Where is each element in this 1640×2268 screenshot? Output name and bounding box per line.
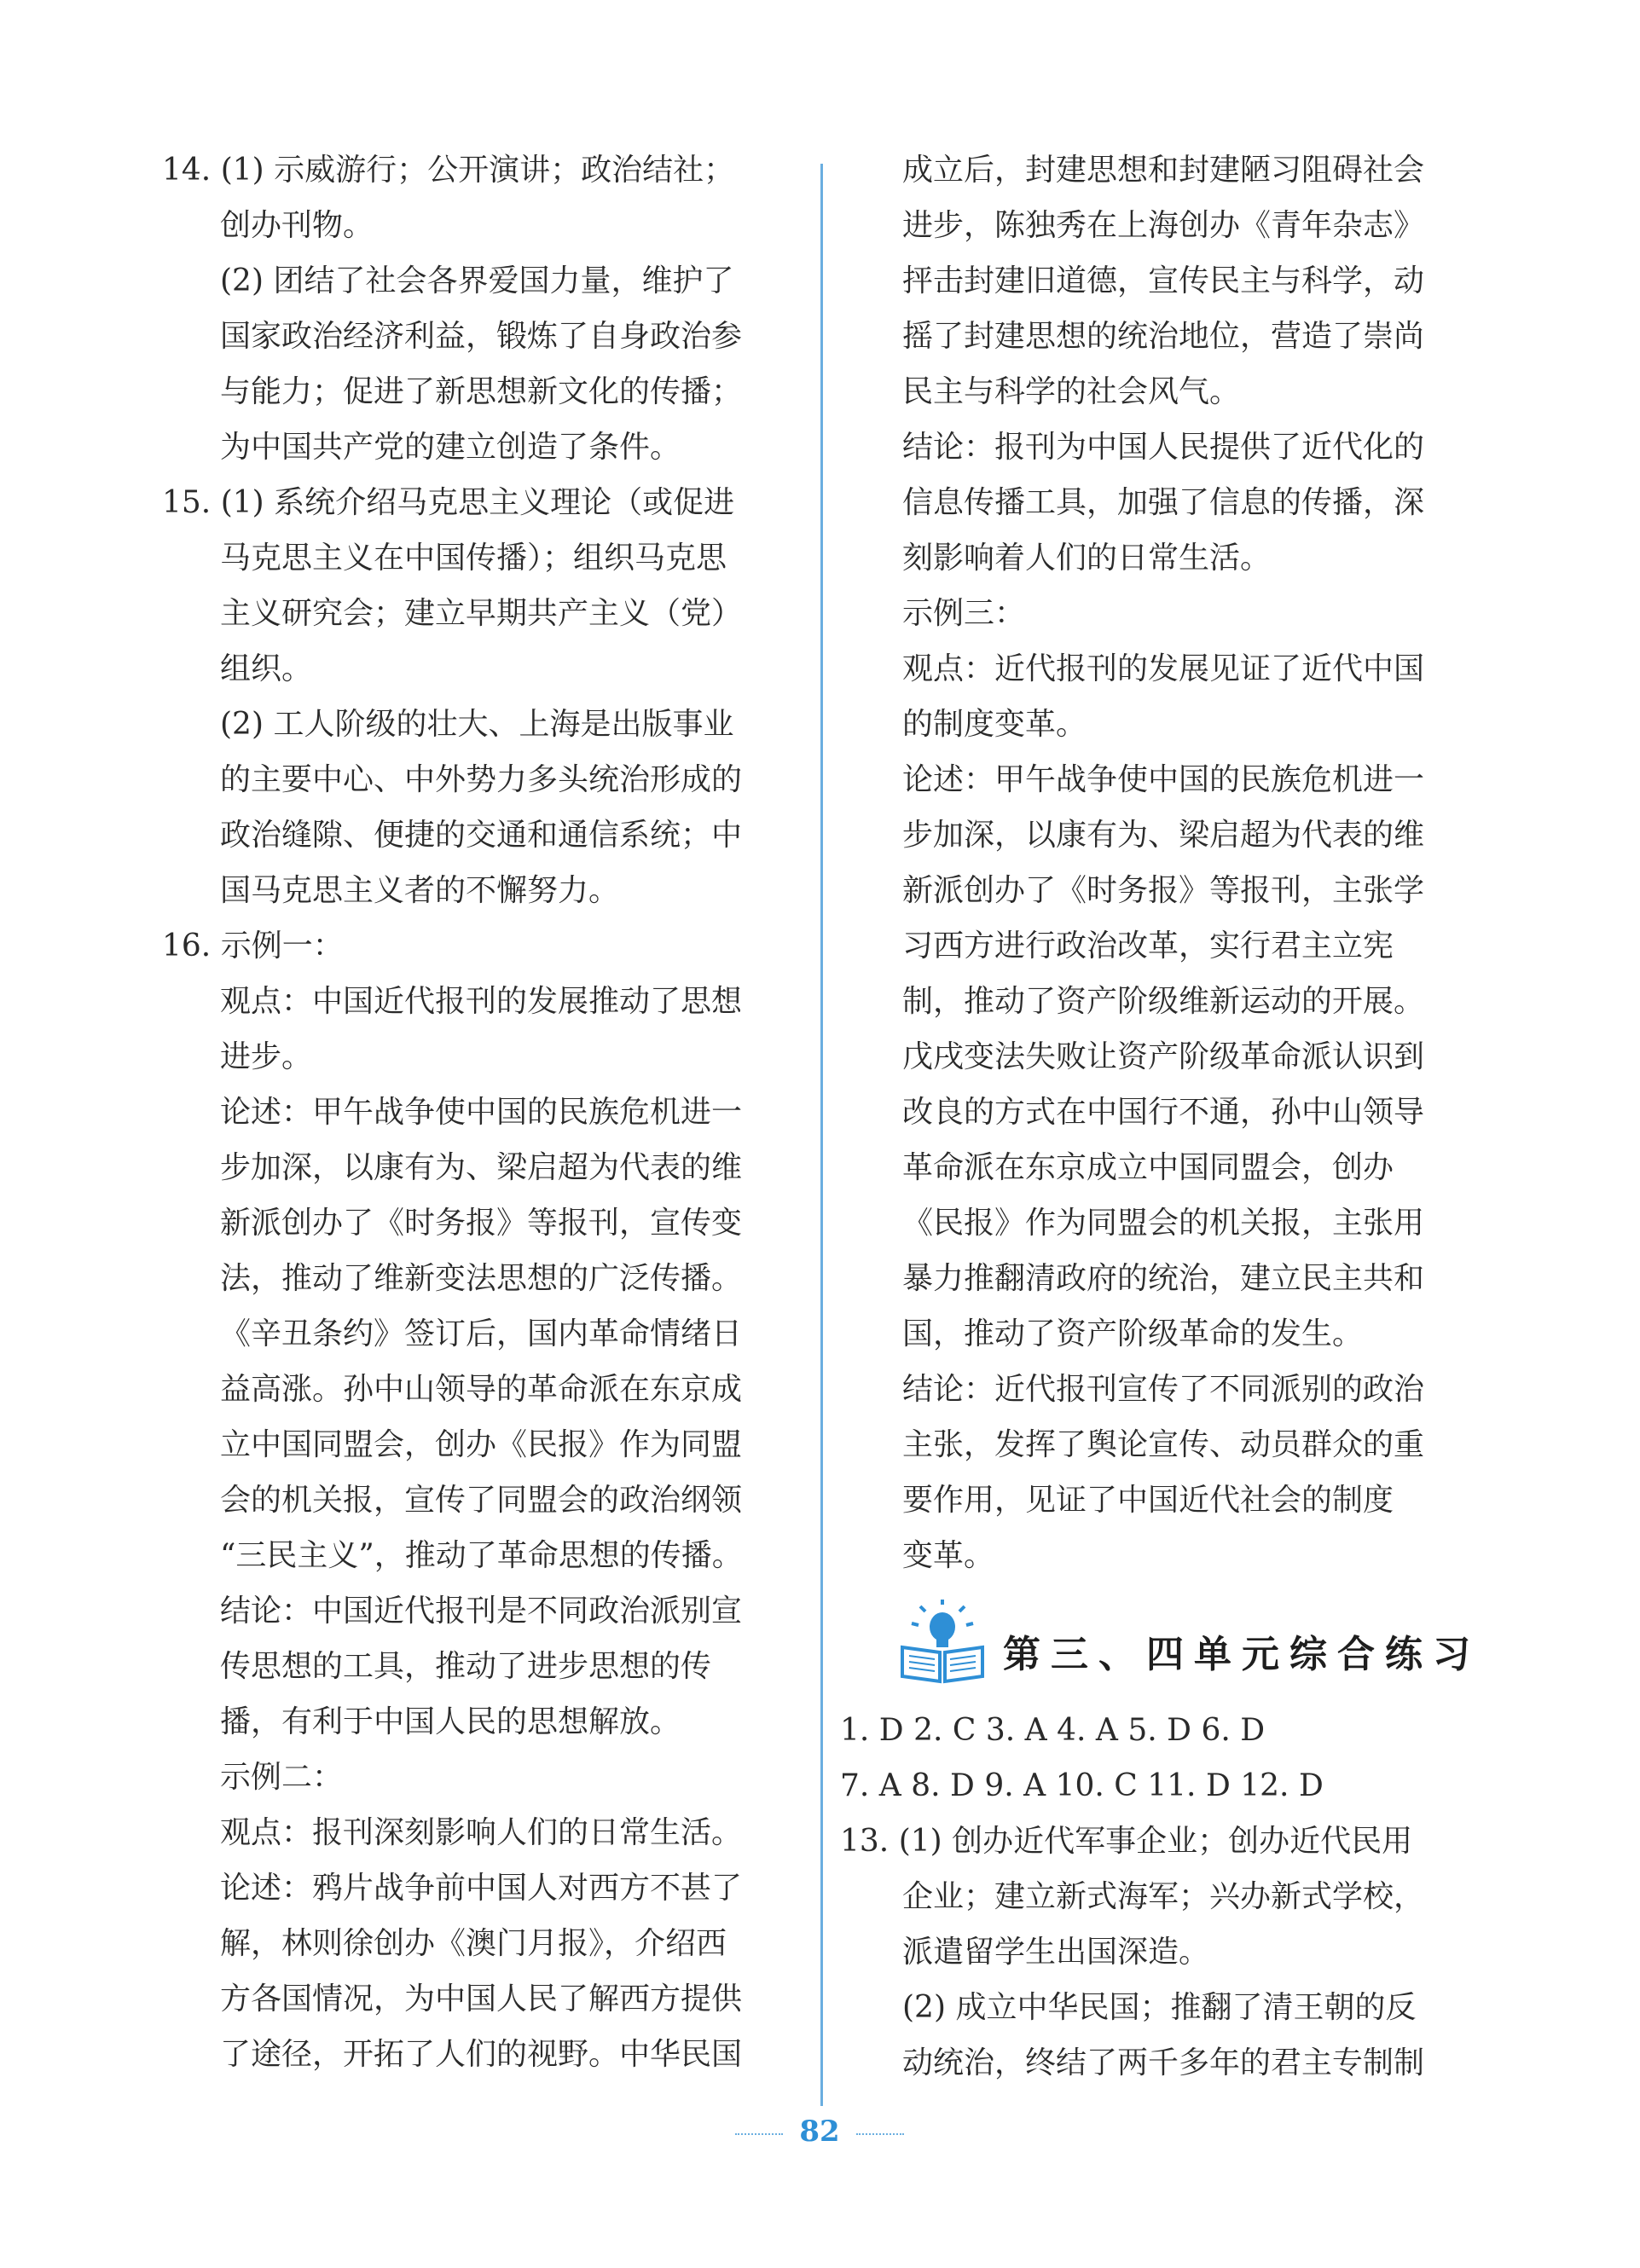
text-line: 主张，发挥了舆论宣传、动员群众的重 [902,1427,1425,1462]
text-line: 14. (1) 示威游行；公开演讲；政治结社； [162,153,735,188]
text-line: 主义研究会；建立早期共产主义（党） [220,596,743,631]
section-heading [895,1600,1484,1685]
text-line: 制，推动了资产阶级维新运动的开展。 [902,984,1425,1019]
text-line: 观点：报刊深刻影响人们的日常生活。 [220,1815,743,1850]
text-line: 播，有利于中国人民的思想解放。 [220,1704,681,1739]
footer-dots-right [856,2133,904,2135]
text-line: 新派创办了《时务报》等报刊，宣传变 [220,1206,743,1241]
text-line: 马克思主义在中国传播）；组织马克思 [220,541,727,576]
answer-line: 1. D 2. C 3. A 4. A 5. D 6. D [840,1713,1266,1748]
text-line: 15. (1) 系统介绍马克思主义理论（或促进 [162,485,735,520]
text-line: 摇了封建思想的统治地位，营造了崇尚 [902,319,1425,354]
text-line: 步加深，以康有为、梁启超为代表的维 [902,818,1425,853]
text-line: “三民主义”，推动了革命思想的传播。 [220,1538,743,1573]
column-divider [820,164,823,2106]
text-line: 国马克思主义者的不懈努力。 [220,873,620,908]
text-line: 为中国共产党的建立创造了条件。 [220,430,681,465]
text-line: 解，林则徐创办《澳门月报》，介绍西 [220,1926,727,1961]
text-line: 企业；建立新式海军；兴办新式学校， [902,1879,1425,1914]
text-line: 结论：近代报刊宣传了不同派别的政治 [902,1372,1425,1407]
text-line: 变革。 [902,1538,995,1573]
text-line: 论述：甲午战争使中国的民族危机进一 [902,762,1425,797]
text-line: 16. 示例一： [162,929,344,963]
text-line: 抨击封建旧道德，宣传民主与科学，动 [902,263,1425,298]
text-line: 《辛丑条约》签订后，国内革命情绪日 [220,1316,743,1351]
text-line: (2) 团结了社会各界爱国力量，维护了 [220,263,734,298]
text-line: 论述：鸦片战争前中国人对西方不甚了 [220,1871,743,1906]
text-line: 习西方进行政治改革，实行君主立宪 [902,929,1394,963]
text-line: 会的机关报，宣传了同盟会的政治纲领 [220,1483,743,1518]
text-line: 结论：报刊为中国人民提供了近代化的 [902,430,1425,465]
text-line: 暴力推翻清政府的统治，建立民主共和 [902,1261,1425,1296]
text-line: 了途径，开拓了人们的视野。中华民国 [220,2037,743,2072]
text-line: (2) 工人阶级的壮大、上海是出版事业 [220,707,734,742]
text-line: 改良的方式在中国行不通，孙中山领导 [902,1095,1425,1130]
text-line: 观点：近代报刊的发展见证了近代中国 [902,651,1425,686]
text-line: (2) 成立中华民国；推翻了清王朝的反 [902,1990,1417,2025]
text-line: 派遣留学生出国深造。 [902,1935,1210,1970]
text-line: 创办刊物。 [220,208,374,243]
text-line: 观点：中国近代报刊的发展推动了思想 [220,984,743,1019]
text-line: 刻影响着人们的日常生活。 [902,541,1272,576]
text-line: 革命派在东京成立中国同盟会，创办 [902,1150,1394,1185]
text-line: 组织。 [220,651,313,686]
answer-line: 7. A 8. D 9. A 10. C 11. D 12. D [840,1768,1324,1803]
text-line: 益高涨。孙中山领导的革命派在东京成 [220,1372,743,1407]
text-line: 戊戌变法失败让资产阶级革命派认识到 [902,1039,1425,1074]
text-line: 的制度变革。 [902,707,1087,742]
section-title: 第三、四单元综合练习 [1003,1633,1481,1676]
text-line: 成立后，封建思想和封建陋习阻碍社会 [902,153,1425,188]
text-line: 新派创办了《时务报》等报刊，主张学 [902,873,1425,908]
text-line: 立中国同盟会，创办《民报》作为同盟 [220,1427,743,1462]
text-line: 进步。 [220,1039,313,1074]
text-line: 国家政治经济利益，锻炼了自身政治参 [220,319,743,354]
book-lightbulb-icon [895,1600,989,1685]
text-line: 要作用，见证了中国近代社会的制度 [902,1483,1394,1518]
footer-dots-left [735,2133,783,2135]
text-line: 结论：中国近代报刊是不同政治派别宣 [220,1594,743,1629]
text-line: 《民报》作为同盟会的机关报，主张用 [902,1206,1425,1241]
text-line: 与能力；促进了新思想新文化的传播； [220,374,743,409]
text-line: 传思想的工具，推动了进步思想的传 [220,1649,712,1684]
text-line: 法，推动了维新变法思想的广泛传播。 [220,1261,743,1296]
text-line: 步加深，以康有为、梁启超为代表的维 [220,1150,743,1185]
text-line: 的主要中心、中外势力多头统治形成的 [220,762,743,797]
text-line: 进步，陈独秀在上海创办《青年杂志》 [902,208,1425,243]
text-line: 示例二： [220,1760,344,1795]
text-line: 动统治，终结了两千多年的君主专制制 [902,2045,1425,2080]
text-line: 信息传播工具，加强了信息的传播，深 [902,485,1425,520]
text-line: 论述：甲午战争使中国的民族危机进一 [220,1095,743,1130]
page-number: 82 [799,2115,840,2149]
text-line: 民主与科学的社会风气。 [902,374,1241,409]
page-number-footer [0,2115,1640,2166]
text-line: 13. (1) 创办近代军事企业；创办近代民用 [840,1824,1413,1859]
text-line: 政治缝隙、便捷的交通和通信系统；中 [220,818,743,853]
text-line: 国，推动了资产阶级革命的发生。 [902,1316,1364,1351]
text-line: 方各国情况，为中国人民了解西方提供 [220,1982,743,2016]
text-line: 示例三： [902,596,1026,631]
